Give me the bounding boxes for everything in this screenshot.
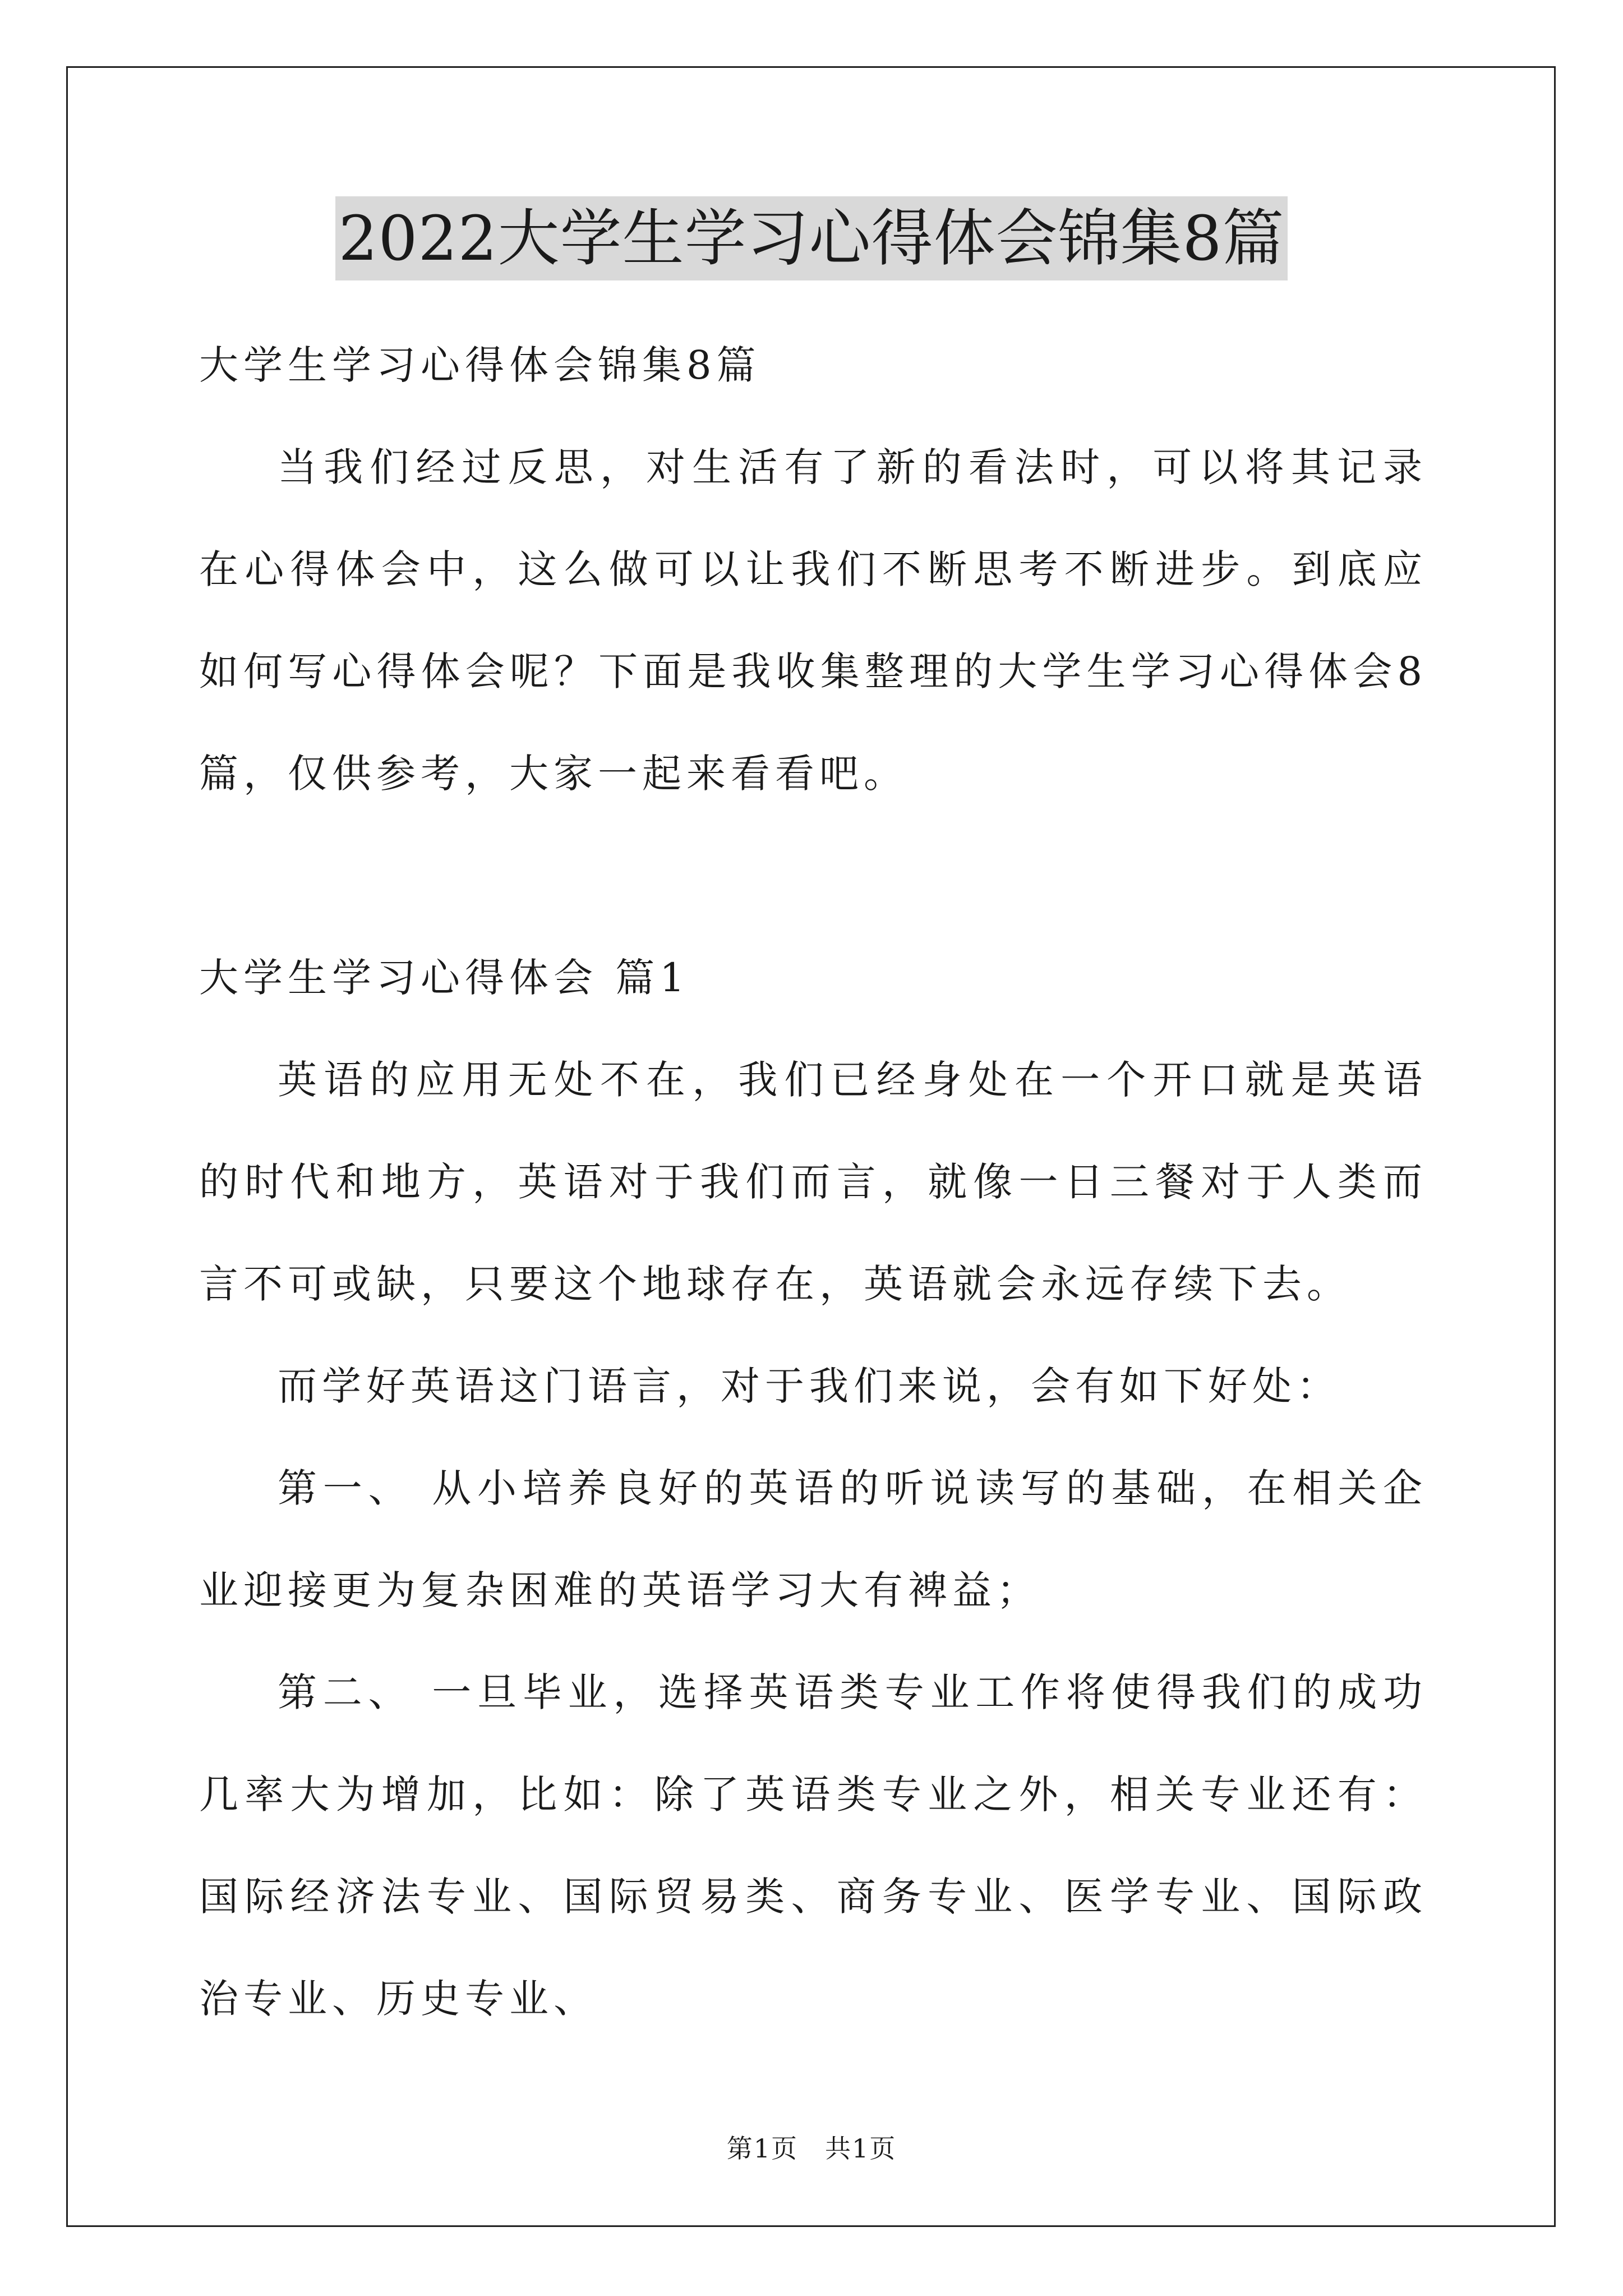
intro-paragraph: 当我们经过反思，对生活有了新的看法时，可以将其记录在心得体会中，这么做可以让我们不断思考不断进步。到底应如何写心得体会呢？下面是我收集整理的大学生学习心得体会8篇，仅供参考，大家一起来看看吧。 bbox=[199, 444, 1427, 797]
body-paragraph: 英语的应用无处不在，我们已经身处在一个开口就是英语的时代和地方，英语对于我们而言，就像一日三餐对于人类而言不可或缺，只要这个地球存在，英语就会永远存续下去。 bbox=[199, 1057, 1427, 1307]
body-paragraph: 而学好英语这门语言，对于我们来说，会有如下好处： bbox=[278, 1363, 1341, 1409]
body-paragraph: 第一、 从小培养良好的英语的听说读写的基础，在相关企业迎接更为复杂困难的英语学习大有裨益； bbox=[199, 1465, 1427, 1613]
page-footer: 第1页 共1页 bbox=[726, 2133, 897, 2164]
section-heading: 大学生学习心得体会 篇1 bbox=[199, 955, 690, 1001]
document-body bbox=[199, 314, 1427, 2050]
document-title: 2022大学生学习心得体会锦集8篇 bbox=[335, 196, 1288, 280]
document-subtitle: 大学生学习心得体会锦集8篇 bbox=[199, 342, 761, 388]
body-paragraph: 第二、 一旦毕业，选择英语类专业工作将使得我们的成功几率大为增加，比如：除了英语类专业之外，相关专业还有：国际经济法专业、国际贸易类、商务专业、医学专业、国际政治专业、历史专业、 bbox=[199, 1669, 1427, 2022]
section-spacer bbox=[199, 825, 1427, 927]
title-container bbox=[0, 196, 1623, 280]
